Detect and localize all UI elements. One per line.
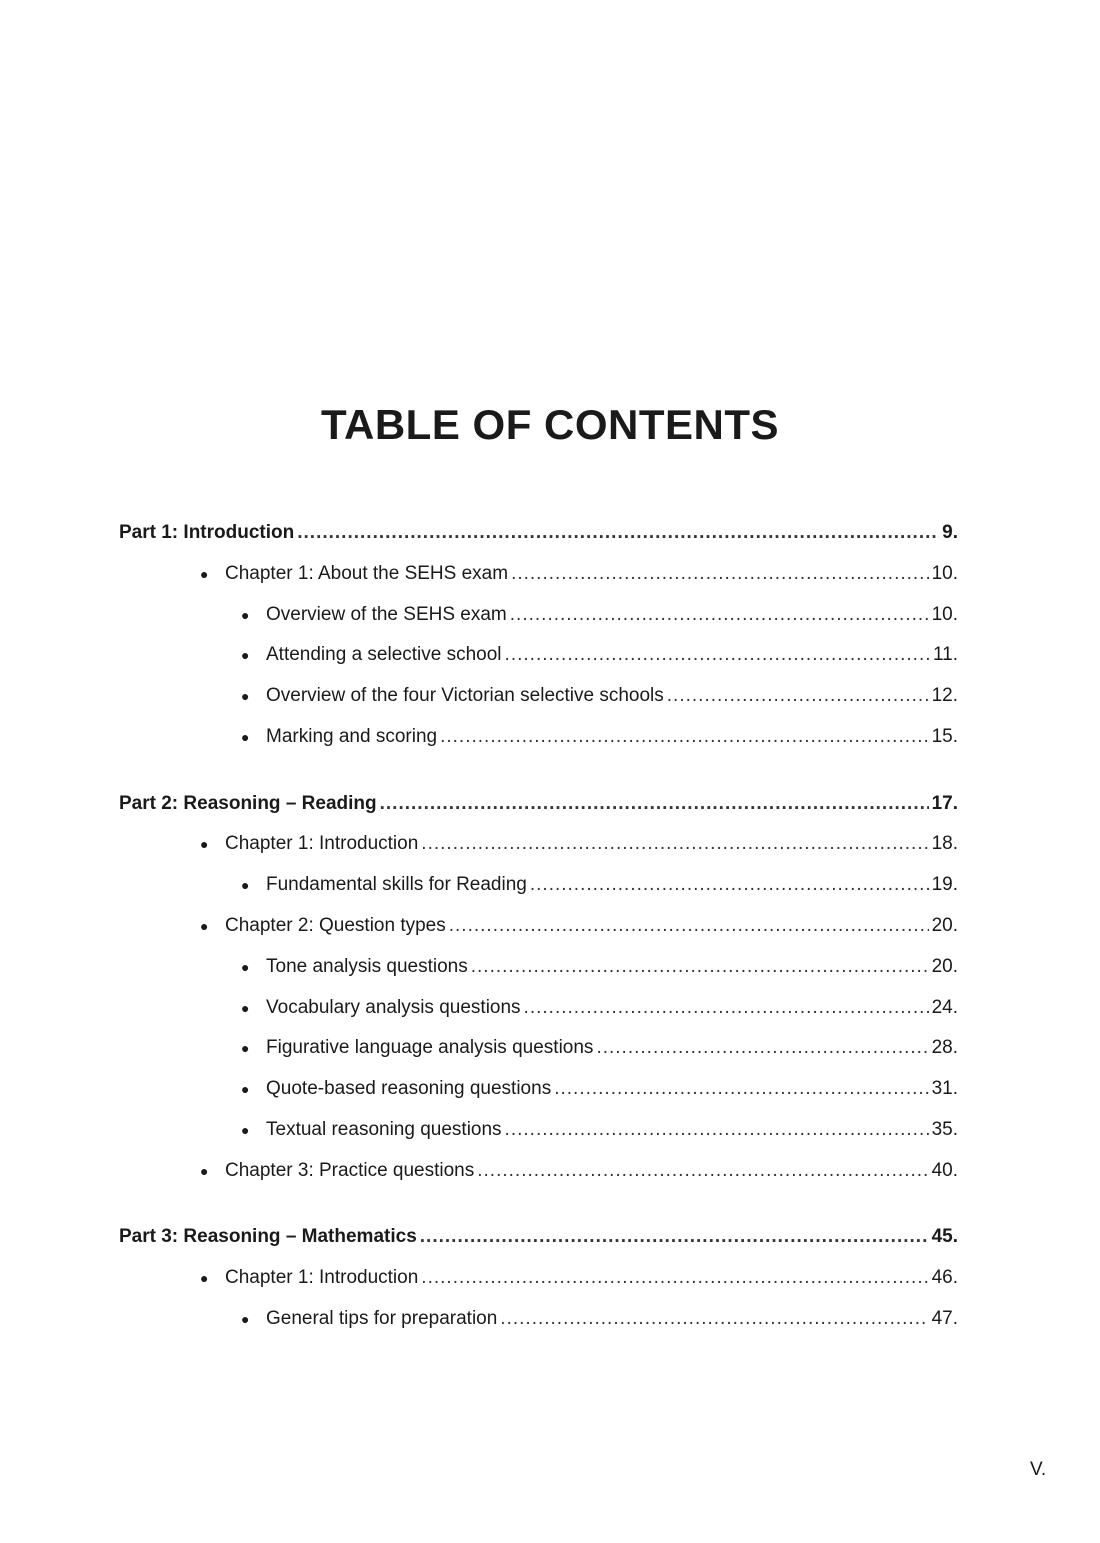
toc-entry-label: Chapter 1: Introduction bbox=[225, 1267, 419, 1289]
toc-entry-label: Chapter 3: Practice questions bbox=[225, 1159, 475, 1181]
toc-section-entry[interactable] bbox=[119, 676, 958, 717]
toc-page-number: 20. bbox=[931, 955, 958, 977]
toc-chapter-entry[interactable] bbox=[119, 906, 958, 947]
toc-section-entry[interactable] bbox=[119, 1110, 958, 1151]
toc-chapter-entry[interactable] bbox=[119, 1151, 958, 1192]
dot-leader bbox=[421, 824, 928, 865]
toc-entry-label: Vocabulary analysis questions bbox=[266, 996, 521, 1018]
toc-page-number: 24. bbox=[931, 996, 958, 1018]
toc-page-number: 10. bbox=[931, 562, 958, 584]
dot-leader bbox=[510, 595, 929, 636]
toc-entry-label: Fundamental skills for Reading bbox=[266, 874, 527, 896]
bullet-icon: ● bbox=[200, 917, 209, 934]
toc-page-number: 40. bbox=[931, 1159, 958, 1181]
bullet-icon: ● bbox=[241, 688, 250, 705]
dot-leader bbox=[554, 1069, 928, 1110]
toc-page-number: 18. bbox=[931, 833, 958, 855]
toc-entry-label: Chapter 1: About the SEHS exam bbox=[225, 562, 509, 584]
toc-section-entry[interactable] bbox=[119, 635, 958, 676]
page-folio: V. bbox=[1030, 1459, 1047, 1480]
dot-leader bbox=[449, 906, 929, 947]
toc-entry-label: Overview of the four Victorian selective schools bbox=[266, 685, 664, 707]
page-title: TABLE OF CONTENTS bbox=[320, 401, 780, 448]
toc-page-number: 17. bbox=[931, 792, 958, 814]
dot-leader bbox=[420, 1217, 929, 1258]
bullet-icon: ● bbox=[241, 999, 250, 1016]
toc-page-number: 35. bbox=[931, 1118, 958, 1140]
toc-section-entry[interactable] bbox=[119, 1299, 958, 1340]
table-of-contents bbox=[119, 513, 958, 1340]
dot-leader bbox=[440, 717, 928, 758]
toc-part-entry[interactable] bbox=[119, 513, 958, 554]
dot-leader bbox=[471, 947, 929, 988]
dot-leader bbox=[477, 1151, 928, 1192]
toc-page-number: 10. bbox=[931, 603, 958, 625]
toc-entry-label: General tips for preparation bbox=[266, 1307, 498, 1329]
bullet-icon: ● bbox=[241, 1040, 250, 1057]
toc-entry-label: Chapter 1: Introduction bbox=[225, 833, 419, 855]
toc-section-entry[interactable] bbox=[119, 595, 958, 636]
bullet-icon: ● bbox=[241, 958, 250, 975]
dot-leader bbox=[500, 1299, 928, 1340]
bullet-icon: ● bbox=[241, 1081, 250, 1098]
bullet-icon: ● bbox=[200, 1162, 209, 1179]
toc-section-entry[interactable] bbox=[119, 988, 958, 1029]
bullet-icon: ● bbox=[200, 836, 209, 853]
dot-leader bbox=[421, 1258, 928, 1299]
toc-section-entry[interactable] bbox=[119, 865, 958, 906]
bullet-icon: ● bbox=[200, 565, 209, 582]
toc-page-number: 19. bbox=[931, 874, 958, 896]
toc-section-entry[interactable] bbox=[119, 1069, 958, 1110]
dot-leader bbox=[297, 513, 939, 554]
toc-section-entry[interactable] bbox=[119, 717, 958, 758]
toc-part-entry[interactable] bbox=[119, 784, 958, 825]
toc-entry-label: Attending a selective school bbox=[266, 644, 502, 666]
toc-page-number: 15. bbox=[931, 725, 958, 747]
toc-entry-label: Chapter 2: Question types bbox=[225, 914, 446, 936]
toc-section-entry[interactable] bbox=[119, 1028, 958, 1069]
toc-entry-label: Figurative language analysis questions bbox=[266, 1037, 594, 1059]
toc-page-number: 11. bbox=[932, 644, 958, 666]
bullet-icon: ● bbox=[241, 1310, 250, 1327]
toc-page-number: 20. bbox=[931, 914, 958, 936]
bullet-icon: ● bbox=[241, 647, 250, 664]
dot-leader bbox=[596, 1028, 928, 1069]
toc-page-number: 28. bbox=[931, 1037, 958, 1059]
toc-entry-label: Quote-based reasoning questions bbox=[266, 1078, 552, 1100]
bullet-icon: ● bbox=[200, 1270, 209, 1287]
dot-leader bbox=[530, 865, 929, 906]
dot-leader bbox=[505, 635, 930, 676]
dot-leader bbox=[511, 554, 929, 595]
toc-page-number: 46. bbox=[931, 1267, 958, 1289]
bullet-icon: ● bbox=[241, 1121, 250, 1138]
dot-leader bbox=[380, 784, 929, 825]
toc-page-number: 47. bbox=[931, 1307, 958, 1329]
toc-entry-label: Marking and scoring bbox=[266, 725, 438, 747]
toc-entry-label: Tone analysis questions bbox=[266, 955, 468, 977]
dot-leader bbox=[524, 988, 929, 1029]
toc-page-number: 9. bbox=[942, 522, 958, 543]
toc-chapter-entry[interactable] bbox=[119, 824, 958, 865]
toc-section-entry[interactable] bbox=[119, 947, 958, 988]
toc-entry-label: Part 2: Reasoning – Reading bbox=[119, 792, 377, 814]
bullet-icon: ● bbox=[241, 877, 250, 894]
toc-entry-label: Part 3: Reasoning – Mathematics bbox=[119, 1226, 417, 1248]
dot-leader bbox=[667, 676, 929, 717]
toc-page-number: 45. bbox=[931, 1226, 958, 1248]
toc-part-entry[interactable] bbox=[119, 1217, 958, 1258]
bullet-icon: ● bbox=[241, 606, 250, 623]
toc-entry-label: Textual reasoning questions bbox=[266, 1118, 502, 1140]
dot-leader bbox=[505, 1110, 929, 1151]
toc-entry-label: Part 1: Introduction bbox=[119, 522, 295, 543]
bullet-icon: ● bbox=[241, 728, 250, 745]
toc-chapter-entry[interactable] bbox=[119, 554, 958, 595]
toc-page-number: 12. bbox=[931, 685, 958, 707]
toc-page-number: 31. bbox=[931, 1078, 958, 1100]
toc-entry-label: Overview of the SEHS exam bbox=[266, 603, 507, 625]
toc-chapter-entry[interactable] bbox=[119, 1258, 958, 1299]
